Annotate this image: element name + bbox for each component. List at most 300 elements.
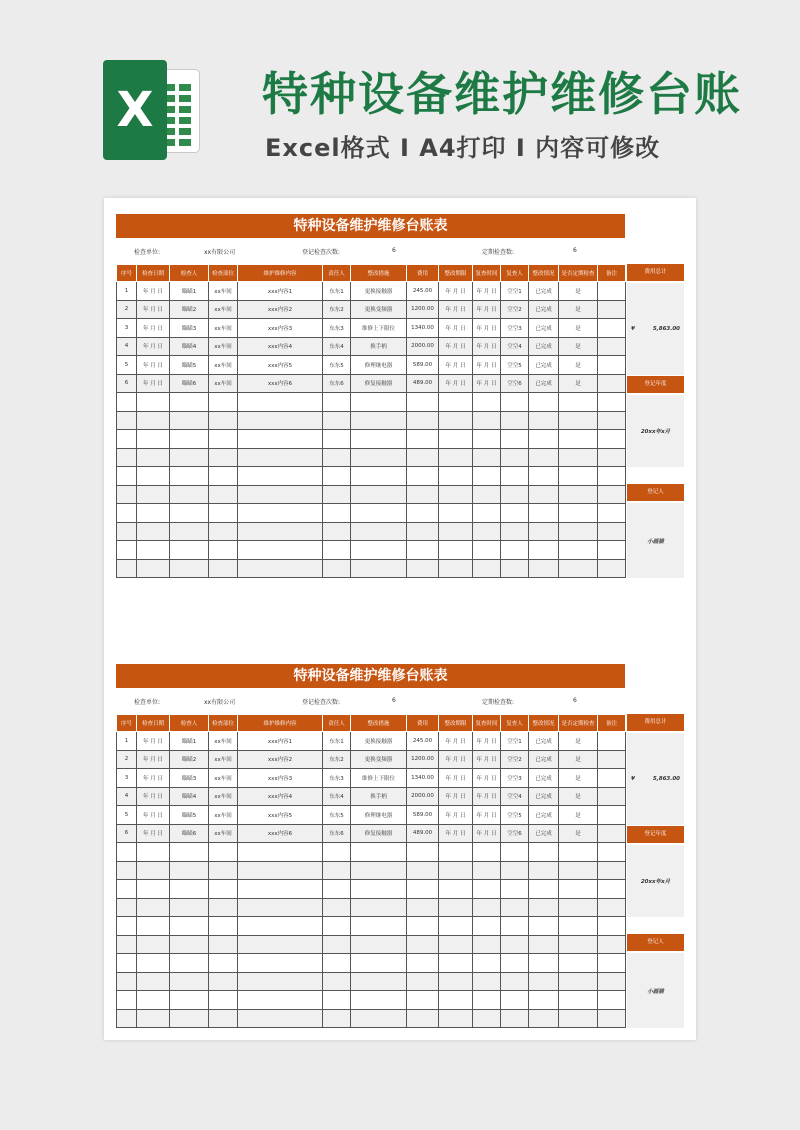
empty-cell[interactable] — [117, 954, 137, 973]
empty-cell[interactable] — [351, 522, 407, 541]
table-cell[interactable]: 已完成 — [529, 750, 559, 769]
table-cell[interactable]: 修复接触器 — [351, 824, 407, 843]
empty-cell[interactable] — [598, 972, 626, 991]
empty-cell[interactable] — [238, 991, 323, 1010]
table-cell[interactable]: xx车间 — [209, 319, 238, 338]
table-cell[interactable]: 年 月 日 — [473, 300, 501, 319]
table-cell[interactable] — [598, 769, 626, 788]
empty-cell[interactable] — [137, 843, 170, 862]
table-cell[interactable]: 年 月 日 — [137, 824, 170, 843]
empty-cell[interactable] — [137, 898, 170, 917]
table-cell[interactable]: 空空1 — [501, 732, 529, 751]
empty-cell[interactable] — [529, 972, 559, 991]
empty-cell[interactable] — [117, 861, 137, 880]
table-cell[interactable] — [598, 750, 626, 769]
table-cell[interactable]: 空空1 — [501, 282, 529, 301]
table-cell[interactable]: 东东1 — [323, 732, 351, 751]
table-cell[interactable]: 589.00 — [407, 356, 439, 375]
empty-cell[interactable] — [209, 1009, 238, 1028]
empty-cell[interactable] — [598, 954, 626, 973]
empty-cell[interactable] — [351, 411, 407, 430]
empty-cell[interactable] — [559, 972, 598, 991]
empty-cell[interactable] — [598, 991, 626, 1010]
empty-cell[interactable] — [117, 467, 137, 486]
empty-cell[interactable] — [323, 972, 351, 991]
table-cell[interactable]: 年 月 日 — [137, 319, 170, 338]
empty-cell[interactable] — [598, 393, 626, 412]
empty-cell[interactable] — [559, 504, 598, 523]
empty-cell[interactable] — [559, 393, 598, 412]
empty-cell[interactable] — [439, 411, 473, 430]
table-cell[interactable]: 年 月 日 — [137, 300, 170, 319]
empty-cell[interactable] — [323, 898, 351, 917]
table-cell[interactable] — [598, 337, 626, 356]
empty-cell[interactable] — [407, 467, 439, 486]
empty-cell[interactable] — [137, 393, 170, 412]
empty-cell[interactable] — [559, 991, 598, 1010]
empty-cell[interactable] — [117, 522, 137, 541]
table-cell[interactable]: 年 月 日 — [473, 824, 501, 843]
table-cell[interactable]: xx车间 — [209, 787, 238, 806]
table-cell[interactable]: 3 — [117, 319, 137, 338]
table-cell[interactable]: 已完成 — [529, 806, 559, 825]
table-cell[interactable]: 年 月 日 — [137, 282, 170, 301]
empty-cell[interactable] — [559, 411, 598, 430]
table-cell[interactable] — [598, 319, 626, 338]
empty-cell[interactable] — [407, 843, 439, 862]
table-cell[interactable]: 瞄瞄2 — [170, 750, 209, 769]
empty-cell[interactable] — [439, 861, 473, 880]
empty-cell[interactable] — [501, 522, 529, 541]
empty-cell[interactable] — [351, 880, 407, 899]
empty-cell[interactable] — [439, 430, 473, 449]
empty-cell[interactable] — [439, 485, 473, 504]
empty-cell[interactable] — [559, 485, 598, 504]
table-cell[interactable]: 已完成 — [529, 282, 559, 301]
empty-cell[interactable] — [529, 504, 559, 523]
table-cell[interactable]: 年 月 日 — [473, 787, 501, 806]
table-cell[interactable]: 年 月 日 — [137, 806, 170, 825]
table-cell[interactable] — [598, 374, 626, 393]
empty-cell[interactable] — [209, 485, 238, 504]
table-cell[interactable]: xx车间 — [209, 300, 238, 319]
empty-cell[interactable] — [407, 917, 439, 936]
table-cell[interactable]: xx车间 — [209, 769, 238, 788]
empty-cell[interactable] — [501, 504, 529, 523]
empty-cell[interactable] — [473, 485, 501, 504]
table-cell[interactable]: xx车间 — [209, 374, 238, 393]
empty-cell[interactable] — [351, 917, 407, 936]
empty-cell[interactable] — [559, 467, 598, 486]
empty-cell[interactable] — [529, 917, 559, 936]
empty-cell[interactable] — [473, 504, 501, 523]
empty-cell[interactable] — [238, 917, 323, 936]
empty-cell[interactable] — [323, 935, 351, 954]
empty-cell[interactable] — [501, 1009, 529, 1028]
empty-cell[interactable] — [209, 843, 238, 862]
table-cell[interactable]: 年 月 日 — [439, 769, 473, 788]
empty-cell[interactable] — [209, 411, 238, 430]
empty-cell[interactable] — [170, 485, 209, 504]
table-cell[interactable]: 瞄瞄4 — [170, 787, 209, 806]
empty-cell[interactable] — [117, 393, 137, 412]
table-cell[interactable]: 是 — [559, 356, 598, 375]
empty-cell[interactable] — [137, 504, 170, 523]
empty-cell[interactable] — [598, 541, 626, 560]
empty-cell[interactable] — [473, 843, 501, 862]
empty-cell[interactable] — [598, 917, 626, 936]
table-cell[interactable]: 东东4 — [323, 787, 351, 806]
table-cell[interactable]: xxx内容6 — [238, 374, 323, 393]
table-cell[interactable]: 已完成 — [529, 732, 559, 751]
table-cell[interactable]: xxx内容2 — [238, 300, 323, 319]
empty-cell[interactable] — [473, 467, 501, 486]
empty-cell[interactable] — [238, 843, 323, 862]
empty-cell[interactable] — [529, 861, 559, 880]
empty-cell[interactable] — [473, 898, 501, 917]
table-cell[interactable]: 年 月 日 — [473, 374, 501, 393]
empty-cell[interactable] — [137, 917, 170, 936]
empty-cell[interactable] — [137, 411, 170, 430]
empty-cell[interactable] — [238, 393, 323, 412]
empty-cell[interactable] — [137, 541, 170, 560]
empty-cell[interactable] — [529, 935, 559, 954]
empty-cell[interactable] — [598, 411, 626, 430]
empty-cell[interactable] — [351, 972, 407, 991]
table-cell[interactable]: 年 月 日 — [439, 750, 473, 769]
empty-cell[interactable] — [209, 541, 238, 560]
empty-cell[interactable] — [407, 954, 439, 973]
empty-cell[interactable] — [117, 880, 137, 899]
empty-cell[interactable] — [137, 559, 170, 578]
table-cell[interactable]: 已完成 — [529, 337, 559, 356]
empty-cell[interactable] — [170, 861, 209, 880]
table-cell[interactable]: xx车间 — [209, 824, 238, 843]
empty-cell[interactable] — [137, 861, 170, 880]
empty-cell[interactable] — [529, 559, 559, 578]
table-cell[interactable]: 3 — [117, 769, 137, 788]
empty-cell[interactable] — [529, 991, 559, 1010]
empty-cell[interactable] — [529, 898, 559, 917]
empty-cell[interactable] — [598, 504, 626, 523]
table-cell[interactable]: 瞄瞄3 — [170, 769, 209, 788]
table-cell[interactable]: 年 月 日 — [137, 750, 170, 769]
empty-cell[interactable] — [559, 898, 598, 917]
empty-cell[interactable] — [439, 393, 473, 412]
empty-cell[interactable] — [598, 467, 626, 486]
empty-cell[interactable] — [407, 393, 439, 412]
table-cell[interactable]: xxx内容4 — [238, 337, 323, 356]
empty-cell[interactable] — [323, 991, 351, 1010]
table-cell[interactable]: 更换接触器 — [351, 282, 407, 301]
empty-cell[interactable] — [529, 954, 559, 973]
table-cell[interactable]: 空空4 — [501, 787, 529, 806]
empty-cell[interactable] — [137, 1009, 170, 1028]
empty-cell[interactable] — [209, 467, 238, 486]
empty-cell[interactable] — [439, 541, 473, 560]
empty-cell[interactable] — [323, 448, 351, 467]
table-cell[interactable]: 1340.00 — [407, 769, 439, 788]
table-cell[interactable]: 年 月 日 — [137, 769, 170, 788]
empty-cell[interactable] — [323, 880, 351, 899]
table-cell[interactable]: 6 — [117, 824, 137, 843]
empty-cell[interactable] — [170, 917, 209, 936]
empty-cell[interactable] — [170, 935, 209, 954]
empty-cell[interactable] — [170, 972, 209, 991]
table-cell[interactable]: 空空6 — [501, 374, 529, 393]
empty-cell[interactable] — [209, 522, 238, 541]
table-cell[interactable]: xxx内容6 — [238, 824, 323, 843]
empty-cell[interactable] — [439, 522, 473, 541]
empty-cell[interactable] — [598, 485, 626, 504]
empty-cell[interactable] — [209, 393, 238, 412]
table-cell[interactable]: 已完成 — [529, 319, 559, 338]
table-cell[interactable]: 年 月 日 — [439, 282, 473, 301]
empty-cell[interactable] — [501, 559, 529, 578]
empty-cell[interactable] — [323, 485, 351, 504]
table-cell[interactable]: 年 月 日 — [473, 337, 501, 356]
empty-cell[interactable] — [598, 880, 626, 899]
empty-cell[interactable] — [238, 541, 323, 560]
empty-cell[interactable] — [501, 898, 529, 917]
table-cell[interactable]: 空空4 — [501, 337, 529, 356]
empty-cell[interactable] — [351, 1009, 407, 1028]
empty-cell[interactable] — [529, 541, 559, 560]
table-cell[interactable]: 年 月 日 — [137, 337, 170, 356]
empty-cell[interactable] — [323, 861, 351, 880]
empty-cell[interactable] — [439, 1009, 473, 1028]
empty-cell[interactable] — [439, 880, 473, 899]
empty-cell[interactable] — [501, 843, 529, 862]
table-cell[interactable]: 空空5 — [501, 356, 529, 375]
empty-cell[interactable] — [439, 898, 473, 917]
table-cell[interactable]: 瞄瞄6 — [170, 374, 209, 393]
empty-cell[interactable] — [209, 430, 238, 449]
table-cell[interactable]: 空空5 — [501, 806, 529, 825]
table-cell[interactable]: 年 月 日 — [473, 732, 501, 751]
table-cell[interactable] — [598, 356, 626, 375]
table-cell[interactable]: xx车间 — [209, 337, 238, 356]
empty-cell[interactable] — [323, 954, 351, 973]
table-cell[interactable]: 东东3 — [323, 769, 351, 788]
empty-cell[interactable] — [117, 541, 137, 560]
empty-cell[interactable] — [559, 880, 598, 899]
empty-cell[interactable] — [238, 559, 323, 578]
empty-cell[interactable] — [598, 448, 626, 467]
empty-cell[interactable] — [323, 541, 351, 560]
empty-cell[interactable] — [598, 898, 626, 917]
table-cell[interactable]: 空空3 — [501, 769, 529, 788]
table-cell[interactable]: 年 月 日 — [473, 750, 501, 769]
empty-cell[interactable] — [473, 861, 501, 880]
table-cell[interactable]: 东东1 — [323, 282, 351, 301]
table-cell[interactable]: 修复接触器 — [351, 374, 407, 393]
empty-cell[interactable] — [473, 411, 501, 430]
table-cell[interactable]: 东东3 — [323, 319, 351, 338]
table-cell[interactable]: 1200.00 — [407, 300, 439, 319]
empty-cell[interactable] — [439, 559, 473, 578]
empty-cell[interactable] — [407, 1009, 439, 1028]
table-cell[interactable]: 年 月 日 — [439, 787, 473, 806]
empty-cell[interactable] — [407, 448, 439, 467]
table-cell[interactable]: 维修上下限位 — [351, 319, 407, 338]
empty-cell[interactable] — [407, 430, 439, 449]
empty-cell[interactable] — [529, 843, 559, 862]
empty-cell[interactable] — [117, 1009, 137, 1028]
empty-cell[interactable] — [559, 541, 598, 560]
table-cell[interactable]: 更换接触器 — [351, 732, 407, 751]
empty-cell[interactable] — [407, 861, 439, 880]
empty-cell[interactable] — [137, 972, 170, 991]
table-cell[interactable]: 年 月 日 — [473, 356, 501, 375]
empty-cell[interactable] — [170, 898, 209, 917]
empty-cell[interactable] — [137, 430, 170, 449]
empty-cell[interactable] — [170, 541, 209, 560]
table-cell[interactable]: 是 — [559, 374, 598, 393]
empty-cell[interactable] — [407, 559, 439, 578]
empty-cell[interactable] — [598, 861, 626, 880]
empty-cell[interactable] — [439, 972, 473, 991]
empty-cell[interactable] — [209, 448, 238, 467]
empty-cell[interactable] — [117, 448, 137, 467]
empty-cell[interactable] — [529, 467, 559, 486]
table-cell[interactable]: 589.00 — [407, 806, 439, 825]
empty-cell[interactable] — [238, 1009, 323, 1028]
empty-cell[interactable] — [501, 448, 529, 467]
table-cell[interactable]: 年 月 日 — [473, 282, 501, 301]
empty-cell[interactable] — [170, 448, 209, 467]
empty-cell[interactable] — [117, 843, 137, 862]
table-cell[interactable]: 东东5 — [323, 356, 351, 375]
table-cell[interactable]: 更换变频器 — [351, 750, 407, 769]
table-cell[interactable]: xxx内容2 — [238, 750, 323, 769]
table-cell[interactable]: xx车间 — [209, 356, 238, 375]
empty-cell[interactable] — [598, 430, 626, 449]
empty-cell[interactable] — [117, 917, 137, 936]
table-cell[interactable]: 1200.00 — [407, 750, 439, 769]
empty-cell[interactable] — [529, 1009, 559, 1028]
empty-cell[interactable] — [501, 467, 529, 486]
table-cell[interactable]: 489.00 — [407, 374, 439, 393]
table-cell[interactable]: 489.00 — [407, 824, 439, 843]
empty-cell[interactable] — [529, 411, 559, 430]
table-cell[interactable]: 2000.00 — [407, 337, 439, 356]
empty-cell[interactable] — [117, 485, 137, 504]
table-cell[interactable]: 瞄瞄5 — [170, 356, 209, 375]
empty-cell[interactable] — [407, 541, 439, 560]
table-cell[interactable]: 已完成 — [529, 356, 559, 375]
empty-cell[interactable] — [439, 504, 473, 523]
table-cell[interactable]: 2000.00 — [407, 787, 439, 806]
empty-cell[interactable] — [351, 393, 407, 412]
table-cell[interactable]: xx车间 — [209, 750, 238, 769]
table-cell[interactable]: 东东2 — [323, 300, 351, 319]
empty-cell[interactable] — [501, 991, 529, 1010]
empty-cell[interactable] — [598, 559, 626, 578]
table-cell[interactable]: 5 — [117, 356, 137, 375]
empty-cell[interactable] — [238, 504, 323, 523]
table-cell[interactable]: 年 月 日 — [439, 319, 473, 338]
empty-cell[interactable] — [238, 935, 323, 954]
table-cell[interactable]: xxx内容1 — [238, 282, 323, 301]
empty-cell[interactable] — [170, 559, 209, 578]
empty-cell[interactable] — [238, 861, 323, 880]
empty-cell[interactable] — [117, 935, 137, 954]
empty-cell[interactable] — [501, 972, 529, 991]
empty-cell[interactable] — [170, 954, 209, 973]
empty-cell[interactable] — [170, 411, 209, 430]
empty-cell[interactable] — [137, 954, 170, 973]
empty-cell[interactable] — [501, 541, 529, 560]
empty-cell[interactable] — [238, 467, 323, 486]
empty-cell[interactable] — [473, 559, 501, 578]
table-cell[interactable] — [598, 282, 626, 301]
table-cell[interactable]: 是 — [559, 769, 598, 788]
empty-cell[interactable] — [407, 898, 439, 917]
table-cell[interactable]: 1 — [117, 282, 137, 301]
empty-cell[interactable] — [170, 843, 209, 862]
empty-cell[interactable] — [439, 954, 473, 973]
table-cell[interactable] — [598, 300, 626, 319]
empty-cell[interactable] — [407, 935, 439, 954]
empty-cell[interactable] — [117, 559, 137, 578]
empty-cell[interactable] — [238, 448, 323, 467]
table-cell[interactable]: 年 月 日 — [137, 374, 170, 393]
table-cell[interactable]: 2 — [117, 300, 137, 319]
empty-cell[interactable] — [351, 448, 407, 467]
table-cell[interactable]: 东东6 — [323, 374, 351, 393]
table-cell[interactable]: 年 月 日 — [439, 300, 473, 319]
empty-cell[interactable] — [238, 898, 323, 917]
table-cell[interactable]: 4 — [117, 337, 137, 356]
empty-cell[interactable] — [351, 991, 407, 1010]
empty-cell[interactable] — [137, 485, 170, 504]
table-cell[interactable]: 东东5 — [323, 806, 351, 825]
empty-cell[interactable] — [238, 880, 323, 899]
table-cell[interactable]: 年 月 日 — [137, 356, 170, 375]
empty-cell[interactable] — [323, 1009, 351, 1028]
table-cell[interactable]: 换手柄 — [351, 787, 407, 806]
table-cell[interactable]: 1 — [117, 732, 137, 751]
table-cell[interactable]: xxx内容5 — [238, 356, 323, 375]
table-cell[interactable]: 已完成 — [529, 300, 559, 319]
empty-cell[interactable] — [117, 972, 137, 991]
empty-cell[interactable] — [501, 935, 529, 954]
empty-cell[interactable] — [117, 504, 137, 523]
table-cell[interactable]: xx车间 — [209, 282, 238, 301]
table-cell[interactable]: 年 月 日 — [439, 806, 473, 825]
empty-cell[interactable] — [170, 393, 209, 412]
table-cell[interactable] — [598, 732, 626, 751]
empty-cell[interactable] — [351, 541, 407, 560]
empty-cell[interactable] — [559, 430, 598, 449]
table-cell[interactable]: 是 — [559, 732, 598, 751]
table-cell[interactable]: 6 — [117, 374, 137, 393]
table-cell[interactable]: 已完成 — [529, 824, 559, 843]
empty-cell[interactable] — [323, 393, 351, 412]
empty-cell[interactable] — [170, 1009, 209, 1028]
empty-cell[interactable] — [137, 522, 170, 541]
empty-cell[interactable] — [529, 393, 559, 412]
table-cell[interactable]: 已完成 — [529, 787, 559, 806]
empty-cell[interactable] — [170, 504, 209, 523]
empty-cell[interactable] — [473, 393, 501, 412]
empty-cell[interactable] — [351, 504, 407, 523]
empty-cell[interactable] — [170, 522, 209, 541]
empty-cell[interactable] — [323, 411, 351, 430]
table-cell[interactable]: 是 — [559, 750, 598, 769]
table-cell[interactable]: 修理继电器 — [351, 806, 407, 825]
